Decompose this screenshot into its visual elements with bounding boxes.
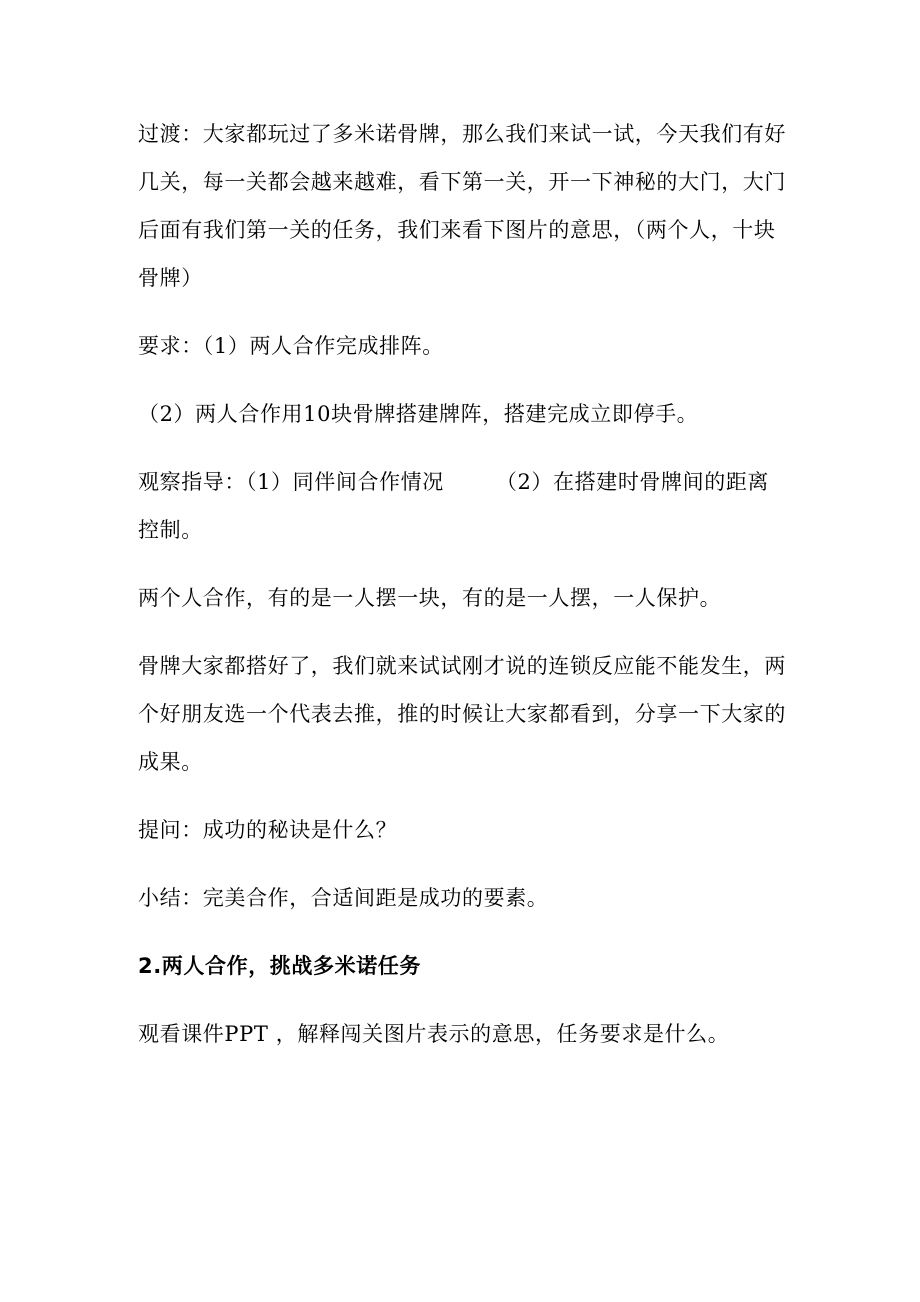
document-body (138, 110, 786, 1058)
section-heading: 2.两人合作，挑战多米诺任务 (138, 954, 421, 978)
summary-paragraph: 小结：完美合作，合适间距是成功的要素。 (138, 886, 549, 910)
push-paragraph: 骨牌大家都搭好了，我们就来试试刚才说的连锁反应能不能发生，两个好朋友选一个代表去推，推的时候让大家都看到，分享一下大家的成果。 (138, 654, 786, 774)
transition-paragraph: 过渡：大家都玩过了多米诺骨牌，那么我们来试一试，今天我们有好几关，每一关都会越来越难，看下第一关，开一下神秘的大门，大门后面有我们第一关的任务，我们来看下图片的意思，（两个人，十块骨牌） (138, 122, 786, 290)
question-paragraph: 提问：成功的秘诀是什么？ (138, 818, 398, 842)
observation-item-2: （2）在搭建时骨牌间的距离控制。 (138, 470, 770, 542)
ppt-paragraph: 观看课件PPT ，解释闯关图片表示的意思，任务要求是什么。 (138, 1022, 730, 1046)
observation-item-1: 观察指导：（1）同伴间合作情况 (138, 470, 444, 494)
requirement-2: （2）两人合作用10块骨牌搭建牌阵，搭建完成立即停手。 (138, 402, 699, 426)
requirement-1: 要求：（1）两人合作完成排阵。 (138, 334, 444, 358)
cooperation-paragraph: 两个人合作，有的是一人摆一块，有的是一人摆，一人保护。 (138, 586, 722, 610)
observation-guidance (138, 458, 786, 554)
